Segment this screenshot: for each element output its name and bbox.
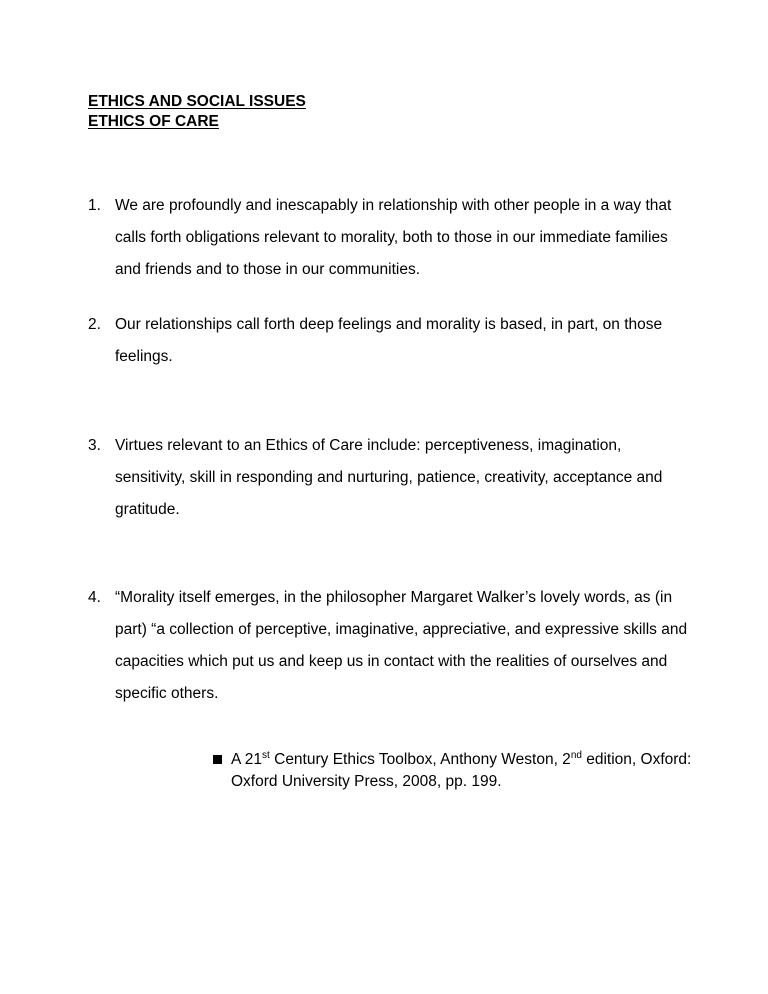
list-item-text: Our relationships call forth deep feelings and morality is based, in part, on those feelings. [115,316,663,365]
document-subtitle: ETHICS OF CARE [88,113,219,130]
citation-part: Century Ethics Toolbox, Anthony Weston, 2 [269,751,571,768]
list-item-text: We are profoundly and inescapably in relationship with other people in a way that calls forth obligations relevant to morality, both to those in our immediate families and friends and to those in our communities. [115,197,672,278]
heading-block [88,92,306,132]
citation-part: A 21 [231,751,263,768]
list-item-number: 1. [88,197,101,214]
citation [213,749,713,793]
list-item-number: 4. [88,589,101,606]
list-item-number: 2. [88,316,101,333]
citation-part: edition, Oxford: Oxford University Press, 2008, pp. 199. [231,751,692,790]
list-item-number: 3. [88,437,101,454]
citation-superscript: st [262,749,270,761]
list-item [88,190,688,286]
document-title: ETHICS AND SOCIAL ISSUES [88,93,306,110]
list-item [88,430,688,526]
square-bullet-icon [213,749,231,793]
citation-superscript: nd [570,749,582,761]
list-item-text: “Morality itself emerges, in the philosopher Margaret Walker’s lovely words, as (in part) “a collection of perceptive, imaginative, appreciative, and expressive skills and capacities which put us and keep us in contact with the realities of ourselves and specific others. [115,589,688,702]
list-item-text: Virtues relevant to an Ethics of Care include: perceptiveness, imagination, sensitivity, skill in responding and nurturing, patience, creativity, acceptance and gratitude. [115,437,663,518]
list-item [88,309,688,373]
list-item [88,582,688,710]
citation-text [231,749,713,793]
